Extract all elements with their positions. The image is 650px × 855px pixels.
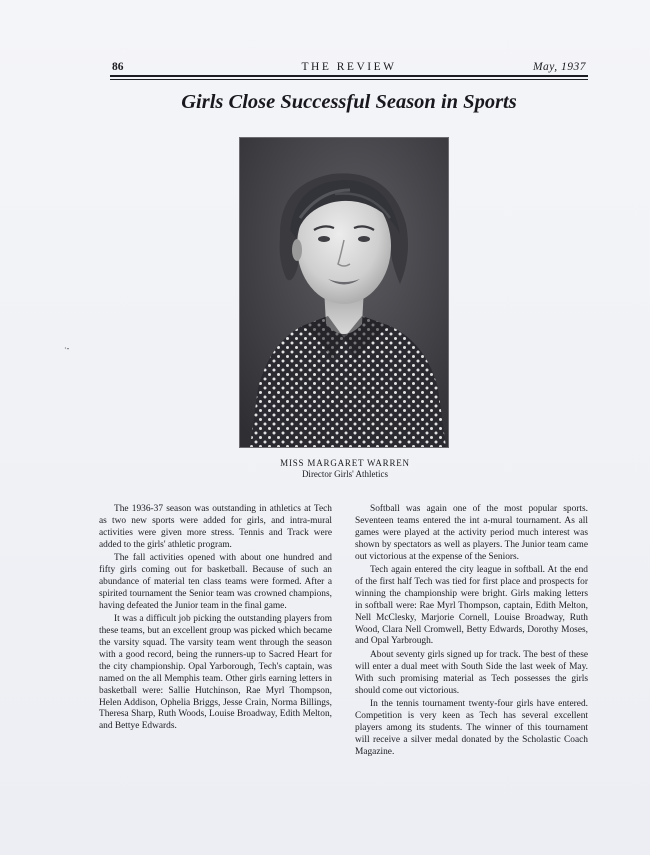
publication-title: THE REVIEW bbox=[301, 61, 397, 73]
header-rule-thick bbox=[110, 75, 588, 77]
caption-name: MISS MARGARET WARREN bbox=[280, 458, 410, 468]
paragraph: About seventy girls signed up for track. The best of these will enter a dual meet with South Side the last week of May. With such promising material as Tech possesses the girls should come out victorious. bbox=[355, 649, 588, 696]
paragraph: The 1936-37 season was outstanding in athletics at Tech as two new sports were added for girls, and intra-mural activities were given more stress. Tennis and Track were added to the girls' athletic program. bbox=[99, 504, 332, 550]
page-number: 86 bbox=[112, 61, 124, 73]
paragraph: In the tennis tournament twenty-four girls have entered. Competition is very keen as Tech has several excellent players among its students. The winner of this tournament will receive a silver medal donated by the Scholastic Coach Magazine. bbox=[355, 699, 588, 757]
paragraph: The fall activities opened with about one hundred and fifty girls coming out for basketball. Because of such an abundance of material ten class teams were formed. After a spirited tournament the Senior team was crowned champions, having defeated the Junior team in the final game. bbox=[99, 553, 332, 611]
running-header bbox=[110, 59, 588, 75]
paragraph: It was a difficult job picking the outstanding players from these teams, but an excellent group was picked which became the varsity squad. The varsity team went through the season with a good record, being the runners-up to Sacred Heart for the city championship. Opal Yarborough, Tech's captain, was named on the all Memphis team. Other girls earning letters in basketball were: Sallie Hutchinson, Rae Myrl Thompson, Helen Addison, Ophelia Briggs, Jesse Crain, Norma Billings, Theresa Sharp, Ruth Woods, Louise Broadway, Edith Melton, and Bettye Edwards. bbox=[99, 614, 332, 732]
article-column-left bbox=[99, 504, 332, 735]
print-speck: ·‐ bbox=[64, 344, 70, 353]
paragraph: Tech again entered the city league in softball. At the end of the first half Tech was tied for first place and prospects for winning the championship were bright. Girls making letters in softball were: Rae Myrl Thompson, captain, Edith Melton, Nell McClesky, Marjorie Cornell, Louise Broadway, Ruth Wood, Clara Nell Cromwell, Betty Edwards, Dorothy Moses, and Opal Yarbrough. bbox=[355, 565, 588, 647]
article-column-right bbox=[355, 504, 588, 760]
issue-date: May, 1937 bbox=[532, 61, 586, 73]
photo-caption bbox=[190, 458, 500, 480]
header-rule-thin bbox=[110, 79, 588, 80]
portrait-photo bbox=[239, 137, 449, 448]
article-headline: Girls Close Successful Season in Sports bbox=[181, 91, 517, 113]
paragraph: Softball was again one of the most popular sports. Seventeen teams entered the int a-mural tournament. As all games were played at the activity period much interest was shown by spectators as well as players. The Junior team came out victorious at the expense of the Seniors. bbox=[355, 504, 588, 562]
caption-title: Director Girls' Athletics bbox=[301, 469, 389, 479]
